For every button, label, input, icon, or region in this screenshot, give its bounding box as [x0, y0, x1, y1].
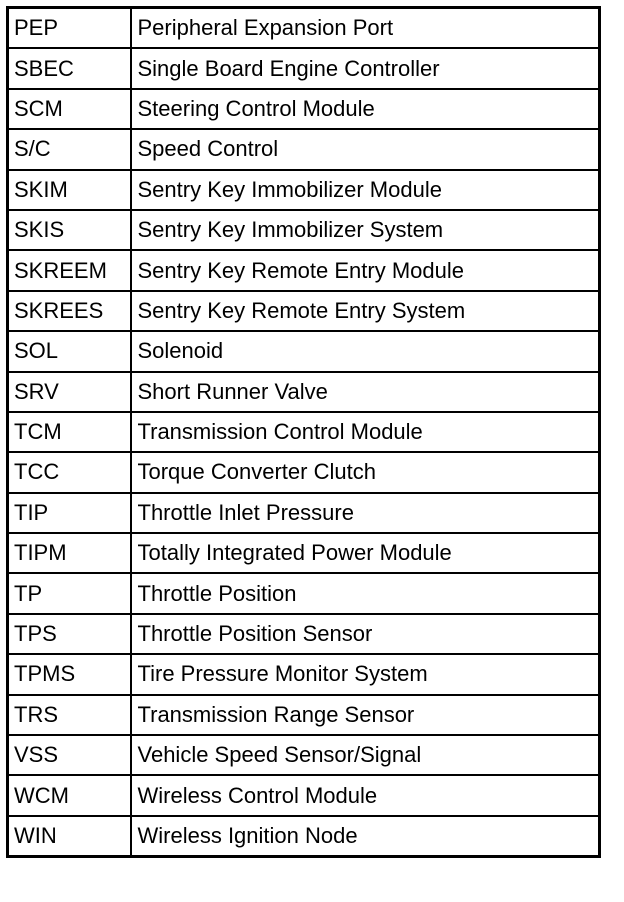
- definition-cell: Wireless Ignition Node: [131, 816, 600, 857]
- abbreviation-cell: SKIS: [8, 210, 131, 250]
- table-row: [8, 816, 600, 857]
- definition-cell: Throttle Inlet Pressure: [131, 493, 600, 533]
- definition-cell: Throttle Position: [131, 573, 600, 613]
- definition-cell: Solenoid: [131, 331, 600, 371]
- table-row: [8, 89, 600, 129]
- table-row: [8, 48, 600, 88]
- abbreviation-cell: TP: [8, 573, 131, 613]
- table-row: [8, 210, 600, 250]
- abbreviation-cell: S/C: [8, 129, 131, 169]
- table-row: [8, 735, 600, 775]
- abbreviation-cell: TPMS: [8, 654, 131, 694]
- definition-cell: Totally Integrated Power Module: [131, 533, 600, 573]
- definition-cell: Peripheral Expansion Port: [131, 8, 600, 49]
- definition-cell: Sentry Key Immobilizer System: [131, 210, 600, 250]
- table-row: [8, 170, 600, 210]
- abbreviation-table: [6, 6, 601, 858]
- definition-cell: Wireless Control Module: [131, 775, 600, 815]
- table-row: [8, 129, 600, 169]
- definition-cell: Vehicle Speed Sensor/Signal: [131, 735, 600, 775]
- definition-cell: Speed Control: [131, 129, 600, 169]
- table-row: [8, 775, 600, 815]
- abbreviation-cell: SKREEM: [8, 250, 131, 290]
- abbreviation-cell: SBEC: [8, 48, 131, 88]
- abbreviation-cell: TCC: [8, 452, 131, 492]
- definition-cell: Transmission Control Module: [131, 412, 600, 452]
- table-row: [8, 412, 600, 452]
- abbreviation-cell: TIPM: [8, 533, 131, 573]
- abbreviation-table-body: [8, 8, 600, 857]
- abbreviation-cell: TIP: [8, 493, 131, 533]
- abbreviation-cell: TCM: [8, 412, 131, 452]
- definition-cell: Single Board Engine Controller: [131, 48, 600, 88]
- definition-cell: Short Runner Valve: [131, 372, 600, 412]
- abbreviation-cell: SKIM: [8, 170, 131, 210]
- abbreviation-cell: VSS: [8, 735, 131, 775]
- abbreviation-cell: WCM: [8, 775, 131, 815]
- table-row: [8, 8, 600, 49]
- abbreviation-cell: SOL: [8, 331, 131, 371]
- abbreviation-cell: TPS: [8, 614, 131, 654]
- definition-cell: Transmission Range Sensor: [131, 695, 600, 735]
- table-row: [8, 654, 600, 694]
- table-row: [8, 291, 600, 331]
- table-row: [8, 250, 600, 290]
- table-row: [8, 695, 600, 735]
- table-row: [8, 452, 600, 492]
- abbreviation-cell: SCM: [8, 89, 131, 129]
- definition-cell: Tire Pressure Monitor System: [131, 654, 600, 694]
- table-row: [8, 493, 600, 533]
- table-row: [8, 614, 600, 654]
- abbreviation-cell: WIN: [8, 816, 131, 857]
- definition-cell: Sentry Key Immobilizer Module: [131, 170, 600, 210]
- abbreviation-cell: TRS: [8, 695, 131, 735]
- definition-cell: Sentry Key Remote Entry Module: [131, 250, 600, 290]
- definition-cell: Steering Control Module: [131, 89, 600, 129]
- table-row: [8, 331, 600, 371]
- abbreviation-cell: SRV: [8, 372, 131, 412]
- table-row: [8, 372, 600, 412]
- definition-cell: Throttle Position Sensor: [131, 614, 600, 654]
- abbreviation-cell: SKREES: [8, 291, 131, 331]
- table-row: [8, 573, 600, 613]
- table-row: [8, 533, 600, 573]
- abbreviation-cell: PEP: [8, 8, 131, 49]
- definition-cell: Sentry Key Remote Entry System: [131, 291, 600, 331]
- definition-cell: Torque Converter Clutch: [131, 452, 600, 492]
